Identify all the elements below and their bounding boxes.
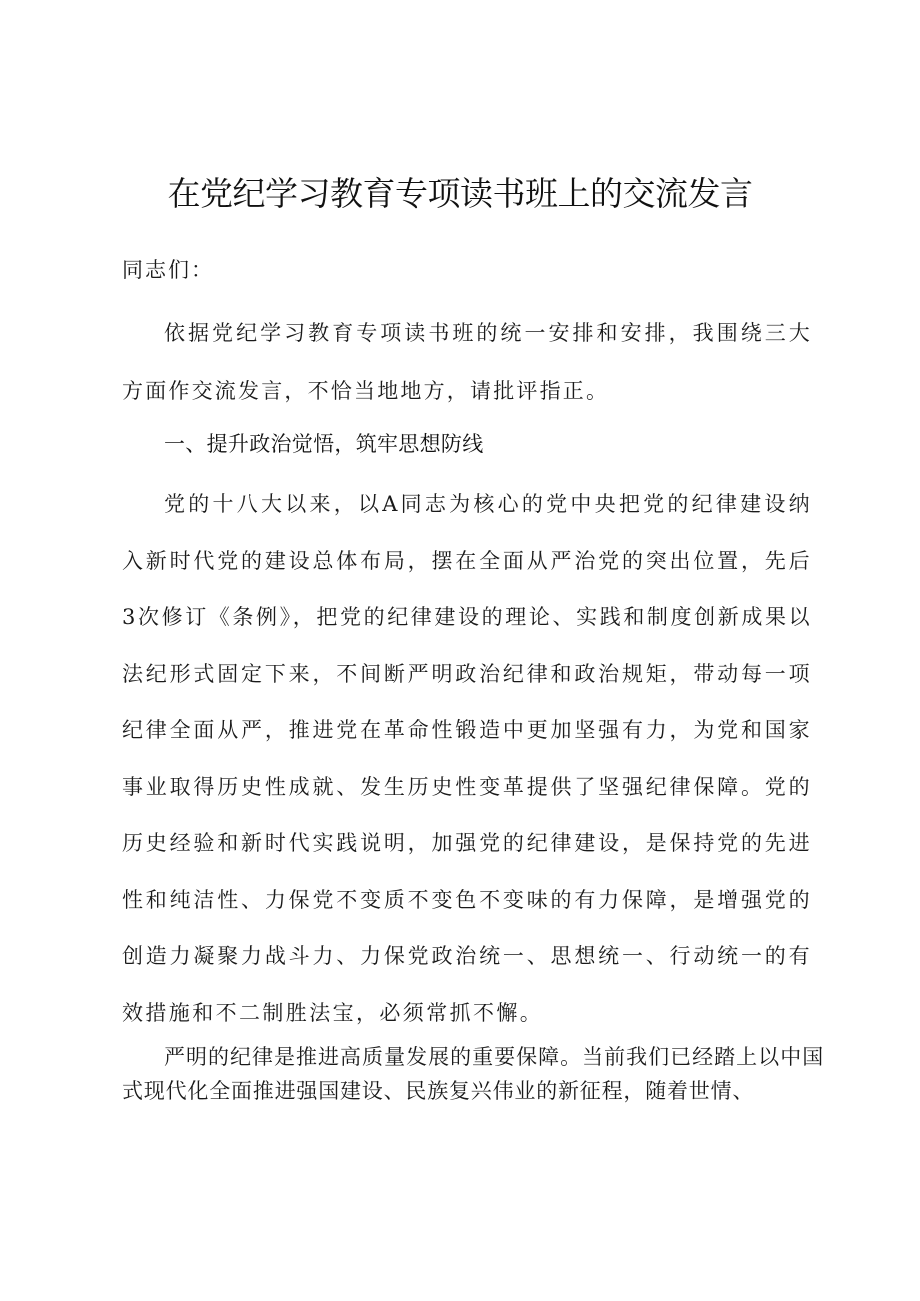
paragraph-intro: 依据党纪学习教育专项读书班的统一安排和安排，我围绕三大方面作交流发言，不恰当地地方，请批评指正。: [122, 321, 812, 403]
paragraph-body-1: 党的十八大以来，以A同志为核心的党中央把党的纪律建设纳入新时代党的建设总体布局，摆在全面从严治党的突出位置，先后3次修订《条例》，把党的纪律建设的理论、实践和制度创新成果以法纪形式固定下来，不间断严明政治纪律和政治规矩，带动每一项纪律全面从严，推进党在革命性锻造中更加坚强有力，为党和国家事业取得历史性成就、发生历史性变革提供了坚强纪律保障。党的历史经验和新时代实践说明，加强党的纪律建设，是保持党的先进性和纯洁性、力保党不变质不变色不变味的有力保障，是增强党的创造力凝聚力战斗力、力保党政治统一、思想统一、行动统一的有效措施和不二制胜法宝，必须常抓不懈。: [122, 492, 812, 1025]
salutation: 同志们：: [122, 258, 214, 282]
paragraph-body-2: 严明的纪律是推进高质量发展的重要保障。当前我们已经踏上以中国式现代化全面推进强国建设、民族复兴伟业的新征程，随着世情、: [122, 1045, 824, 1103]
section-heading: 一、提升政治觉悟，筑牢思想防线: [164, 432, 484, 456]
document-title: 在党纪学习教育专项读书班上的交流发言: [167, 174, 753, 213]
